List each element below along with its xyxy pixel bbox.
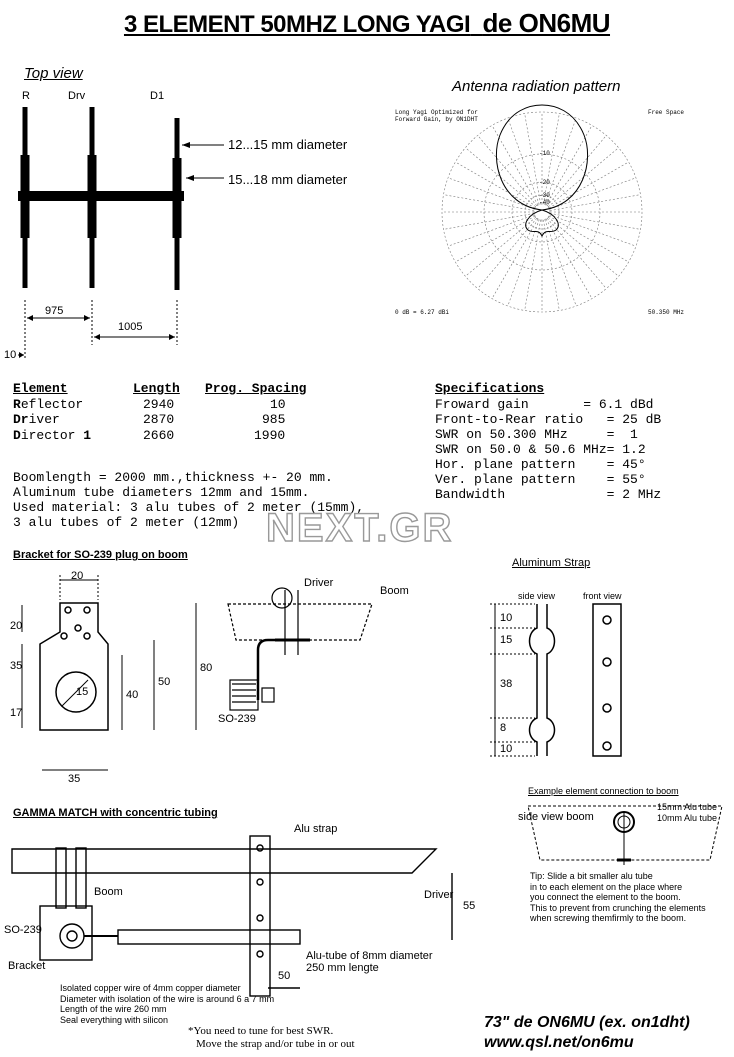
ring-label-10: -10: [539, 150, 550, 157]
label-d1: D1: [150, 90, 165, 102]
spec-line: Front-to-Rear ratio = 25 dB: [435, 412, 662, 427]
polar-spoke: [550, 215, 636, 246]
table-row: Director 1: [13, 428, 92, 443]
bracket-dim: 40: [126, 689, 139, 701]
gamma-drawing: [12, 836, 452, 996]
tune-note-1: *You need to tune for best SWR.: [188, 1025, 334, 1037]
title-call: de ON6MU: [482, 8, 611, 38]
spec-line: SWR on 50.0 & 50.6 MHz= 1.2: [435, 442, 646, 457]
wire-line: Length of the wire 260 mm: [60, 1004, 167, 1014]
polar-spoke: [455, 162, 535, 208]
polar-spoke: [455, 216, 535, 262]
gamma-dim-50: 50: [278, 970, 291, 982]
spec-line: Froward gain = 6.1 dBd: [435, 397, 654, 412]
strap-front-label: front view: [583, 591, 622, 601]
tip-line: This to prevent from crunching the elements: [530, 902, 706, 913]
tune-note-2: Move the strap and/or tube in or out: [196, 1038, 355, 1050]
gamma-so239: SO-239: [4, 924, 42, 936]
polar-spoke: [448, 215, 534, 246]
example-tube15: 15mm Alu tube: [657, 802, 718, 812]
ring-label-20: -20: [539, 179, 550, 186]
example-side-boom: side view boom: [518, 811, 594, 823]
table-cell-spacing: 10: [270, 397, 286, 412]
polar-spoke: [444, 213, 535, 229]
pattern-caption-right: Free Space: [648, 109, 685, 116]
table-header-spacing: Prog. Spacing: [205, 381, 307, 396]
spec-line: Ver. plane pattern = 55°: [435, 472, 646, 487]
table-cell-spacing: 1990: [254, 428, 286, 443]
polar-spoke: [550, 213, 641, 229]
wire-line: Isolated copper wire of 4mm copper diameter: [60, 983, 241, 993]
table-cell-length: 2940: [143, 397, 175, 412]
polar-spoke: [543, 114, 559, 205]
bracket-dim: 35: [68, 773, 81, 785]
note-line: Used material: 3 alu tubes of 2 meter (15mm),: [13, 500, 365, 515]
bracket-dim: 17: [10, 707, 23, 719]
polar-spoke: [543, 220, 559, 311]
strap-dim: 15: [500, 634, 513, 646]
note-line: 3 alu tubes of 2 meter (12mm): [13, 515, 240, 530]
dim-10: 10: [4, 349, 17, 361]
table-header-element: Element: [13, 381, 68, 396]
polar-spoke: [550, 178, 636, 209]
polar-spoke: [525, 220, 541, 311]
table-row: Driver: [13, 412, 60, 427]
spec-line: Hor. plane pattern = 45°: [435, 457, 646, 472]
bracket-dims: [22, 575, 196, 770]
wire-line: Diameter with isolation of the wire is around 6 a 7 mm: [60, 993, 275, 1004]
gamma-alu-strap: Alu strap: [294, 823, 338, 835]
example-heading: Example element connection to boom: [528, 786, 679, 796]
strap-dims: [490, 604, 535, 756]
note-line: Aluminum tube diameters 12mm and 15mm.: [13, 485, 310, 500]
pattern-footer-right: 50.350 MHz: [648, 309, 685, 316]
gamma-wire-notes: [60, 983, 274, 1025]
diameter-note-1: 12...15 mm diameter: [228, 137, 348, 152]
gamma-tube1: Alu-tube of 8mm diameter: [306, 950, 433, 962]
table-header-length: Length: [133, 381, 180, 396]
bracket-driver-label: Driver: [304, 577, 334, 589]
dim-975: 975: [45, 305, 64, 317]
spec-line: Bandwidth = 2 MHz: [435, 487, 662, 502]
tip-line: you connect the element to the boom.: [530, 892, 681, 902]
specs-heading: Specifications: [435, 381, 545, 396]
bracket-boom-label: Boom: [380, 585, 409, 597]
bracket-dim: 50: [158, 676, 171, 688]
watermark: NEXT.GR: [266, 506, 454, 550]
pattern-heading: Antenna radiation pattern: [452, 78, 621, 95]
bracket-drawing: [40, 603, 108, 730]
diameter-note-2: 15...18 mm diameter: [228, 172, 348, 187]
strap-dim: 38: [500, 678, 513, 690]
polar-spoke: [545, 220, 576, 306]
pattern-caption-left: Long Yagi Optimized for Forward Gain, by ON1DHT: [395, 109, 478, 123]
dim-1005: 1005: [118, 321, 143, 333]
strap-drawing: [530, 604, 622, 756]
title-main: 3 ELEMENT 50MHZ LONG YAGI: [123, 11, 471, 38]
bracket-dim: 35: [10, 660, 23, 672]
ring-label-30: -30: [539, 192, 550, 199]
polar-spoke: [549, 162, 629, 208]
bracket-dim: 20: [71, 570, 84, 582]
bracket-dim: 15: [76, 686, 89, 698]
bracket-dim: 20: [10, 620, 23, 632]
polar-spoke: [508, 220, 539, 306]
strap-dim: 10: [500, 743, 513, 755]
polar-spoke: [547, 135, 606, 205]
gamma-driver: Driver: [424, 889, 454, 901]
note-line: Boomlength = 2000 mm.,thickness +- 20 mm.: [13, 470, 333, 485]
polar-spoke: [478, 135, 537, 205]
gamma-boom: Boom: [94, 886, 123, 898]
tip-line: Tip: Slide a bit smaller alu tube: [530, 871, 653, 881]
bracket-heading: Bracket for SO-239 plug on boom: [13, 549, 188, 561]
label-r: R: [22, 90, 30, 102]
bracket-so239-label: SO-239: [218, 713, 256, 725]
table-cell-length: 2870: [143, 412, 175, 427]
table-cell-length: 2660: [143, 428, 175, 443]
radiation-pattern: [442, 105, 642, 312]
table-row: Reflector: [13, 397, 84, 412]
ring-label-40: -40: [539, 199, 550, 206]
gamma-tube2: 250 mm lengte: [306, 962, 379, 974]
polar-spoke: [549, 216, 629, 262]
strap-side-label: side view: [518, 591, 556, 601]
signature-line2: www.qsl.net/on6mu: [484, 1034, 634, 1051]
tip-line: in to each element on the place where: [530, 881, 683, 892]
polar-spoke: [448, 178, 534, 209]
gamma-heading: GAMMA MATCH with concentric tubing: [13, 807, 218, 819]
example-tip: [530, 871, 706, 924]
wire-line: Seal everything with silicon: [60, 1014, 169, 1025]
label-drv: Drv: [68, 90, 86, 102]
strap-dim: 10: [500, 612, 513, 624]
boom-side: [228, 588, 372, 710]
spec-line: SWR on 50.300 MHz = 1: [435, 427, 638, 442]
tip-line: when screwing themfirmly to the boom.: [530, 913, 687, 923]
gamma-bracket: Bracket: [8, 960, 46, 972]
polar-spoke: [525, 114, 541, 205]
strap-dim: 8: [500, 722, 507, 734]
gamma-dim-55: 55: [463, 900, 476, 912]
top-view-heading: Top view: [24, 65, 83, 82]
polar-spoke: [508, 118, 539, 204]
pattern-footer-left: 0 dB = 6.27 dBi: [395, 309, 450, 316]
table-cell-spacing: 985: [262, 412, 286, 427]
signature-line1: 73" de ON6MU (ex. on1dht): [484, 1014, 690, 1031]
bracket-dim: 80: [200, 662, 213, 674]
strap-heading: Aluminum Strap: [512, 557, 591, 569]
example-tube10: 10mm Alu tube: [657, 813, 718, 823]
